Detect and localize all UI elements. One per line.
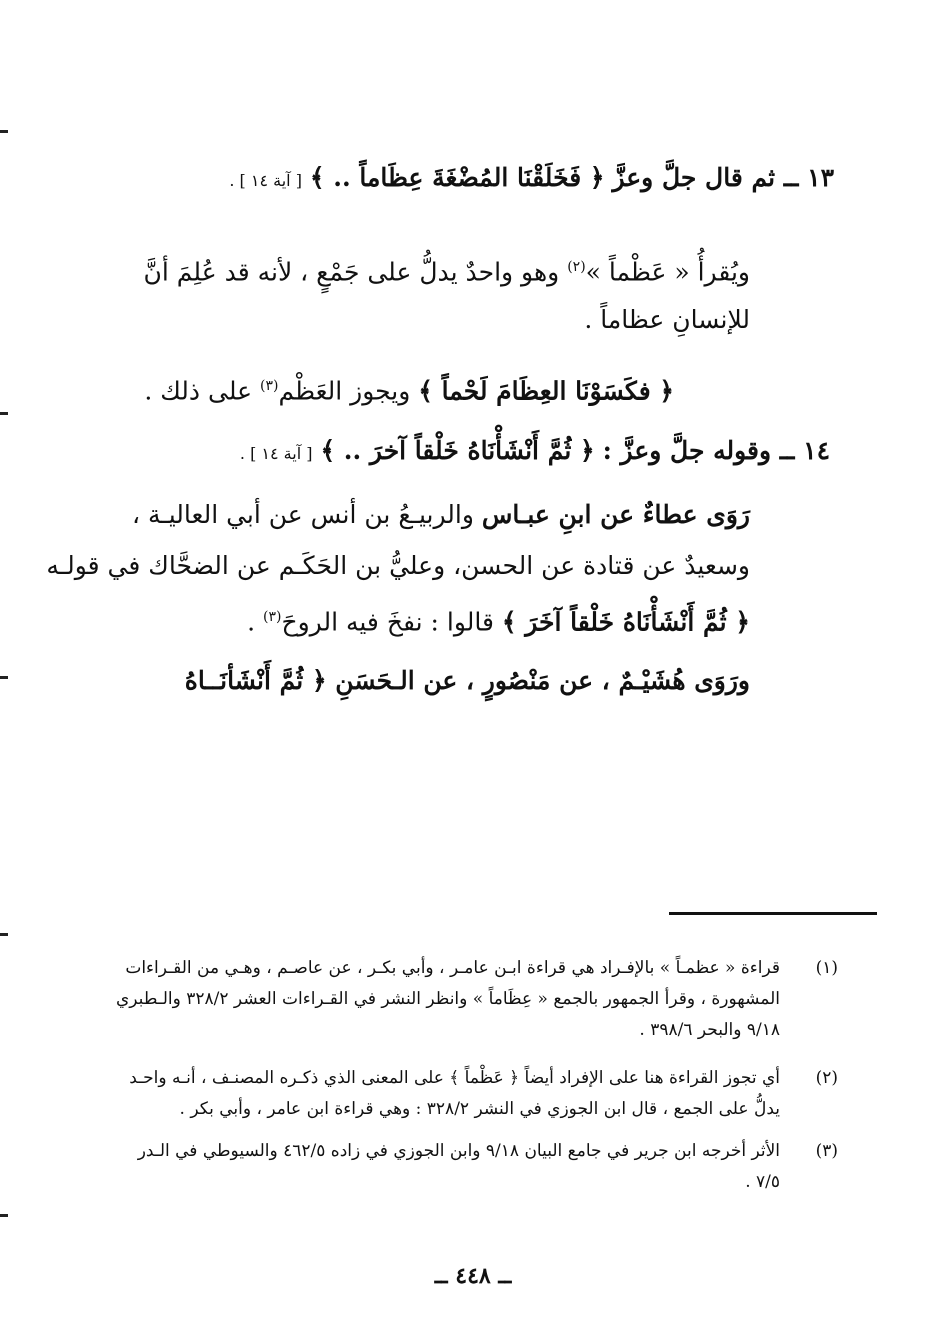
verse-13-ref: [ آية ١٤ ] . xyxy=(229,171,302,190)
paragraph-3-line-3: ﴿ ثُمَّ أَنْشَأْنَاهُ خَلْقاً آخَرَ ﴾ قالوا : نفخَ فيه الروحَ$^{(٣)}$ . xyxy=(247,607,750,637)
verse-14-ref: [ آية ١٤ ] . xyxy=(239,444,313,463)
paragraph-3-line-1: رَوَى عطاءٌ عن ابنِ عبـاس والربيـعُ بن أنس عن أبي العاليـة ، xyxy=(132,500,750,529)
paragraph-2: ﴿ فكَسَوْنَا العِظَامَ لَحْماً ﴾ ويجوز العَظْم$^{(٣)}$ على ذلك . xyxy=(144,376,674,406)
verse-13-heading xyxy=(229,160,834,199)
margin-mark xyxy=(0,1214,8,1217)
verse-13-lead: ١٣ ــ ثم قال جلَّ وعزَّ xyxy=(612,163,834,192)
footnote-separator xyxy=(669,912,877,915)
verse-14-quote: ﴿ ثُمَّ أَنْشَأْنَاهُ خَلْقاً آخرَ .. ﴾ xyxy=(320,436,595,465)
paragraph-3-line-2: وسعيدٌ عن قتادة عن الحسن، وعليُّ بن الحَكَـم عن الضحَّاك في قولـه xyxy=(46,551,750,580)
verse-14-heading xyxy=(240,433,830,472)
footnote-number: (٢) xyxy=(815,1068,838,1088)
footnote-number: (٣) xyxy=(815,1141,838,1161)
verse-13-quote: ﴿ فَخَلَقْنَا المُضْغَةَ عِظَاماً .. ﴾ xyxy=(309,163,605,192)
footnote-1: (١) قراءة « عظمـاً » بالإفـراد هي قراءة ابـن عامـر ، وأبي بكـر ، عن عاصـم ، وهـي من القـراءات المشهورة ، وقرأ الجمهور بالجمع « عِظَاماً » وانظر النشر في القـراءات العشر ٣٢٨/٢ والـطبري ٩/١٨ والبحر ٣٩٨/٦ . xyxy=(88,953,838,1046)
paragraph-1-line-2: للإنسانِ عظاماً . xyxy=(584,305,750,334)
margin-mark xyxy=(0,412,8,415)
quran-quote: ﴿ فكَسَوْنَا العِظَامَ لَحْماً ﴾ xyxy=(418,376,674,406)
quran-quote: ﴿ ثُمَّ أَنْشَأْنَاهُ خَلْقاً آخَرَ ﴾ xyxy=(501,607,750,637)
margin-mark xyxy=(0,130,8,133)
footnote-marker: (٣) xyxy=(263,609,282,625)
paragraph-4: ورَوَى هُشَيْـمٌ ، عن مَنْصُورٍ ، عن الـحَسَنِ ﴿ ثُمَّ أَنْشَأنَــاهُ xyxy=(184,666,750,695)
footnote-marker: (٢) xyxy=(567,259,586,275)
margin-mark xyxy=(0,933,8,936)
paragraph-1-line-1: ويُقرأُ « عَظْماً »$^{(٢)}$ وهو واحدٌ يدلُّ على جَمْعٍ ، لأنه قد عُلِمَ أنَّ xyxy=(143,257,750,287)
margin-mark xyxy=(0,676,8,679)
footnote-2: (٢) أي تجوز القراءة هنا على الإفراد أيضاً ﴿ عَظْماً ﴾ على المعنى الذي ذكـره المصنـف ، أنـه واحـد يدلُّ على الجمع ، قال ابن الجوزي في النشر ٣٢٨/٢ : وهي قراءة ابن عامر ، وأبي بكر . xyxy=(88,1063,838,1125)
footnote-marker: (٣) xyxy=(259,378,279,394)
page-number: ــ ٤٤٨ ــ xyxy=(434,1263,512,1289)
footnote-number: (١) xyxy=(815,958,838,978)
verse-14-lead: ١٤ ــ وقوله جلَّ وعزَّ : xyxy=(602,436,830,465)
footnote-3: (٣) الأثر أخرجه ابن جرير في جامع البيان ٩/١٨ وابن الجوزي في زاده ٤٦٢/٥ والسيوطي في الـدر ٧/٥ . xyxy=(88,1136,838,1198)
